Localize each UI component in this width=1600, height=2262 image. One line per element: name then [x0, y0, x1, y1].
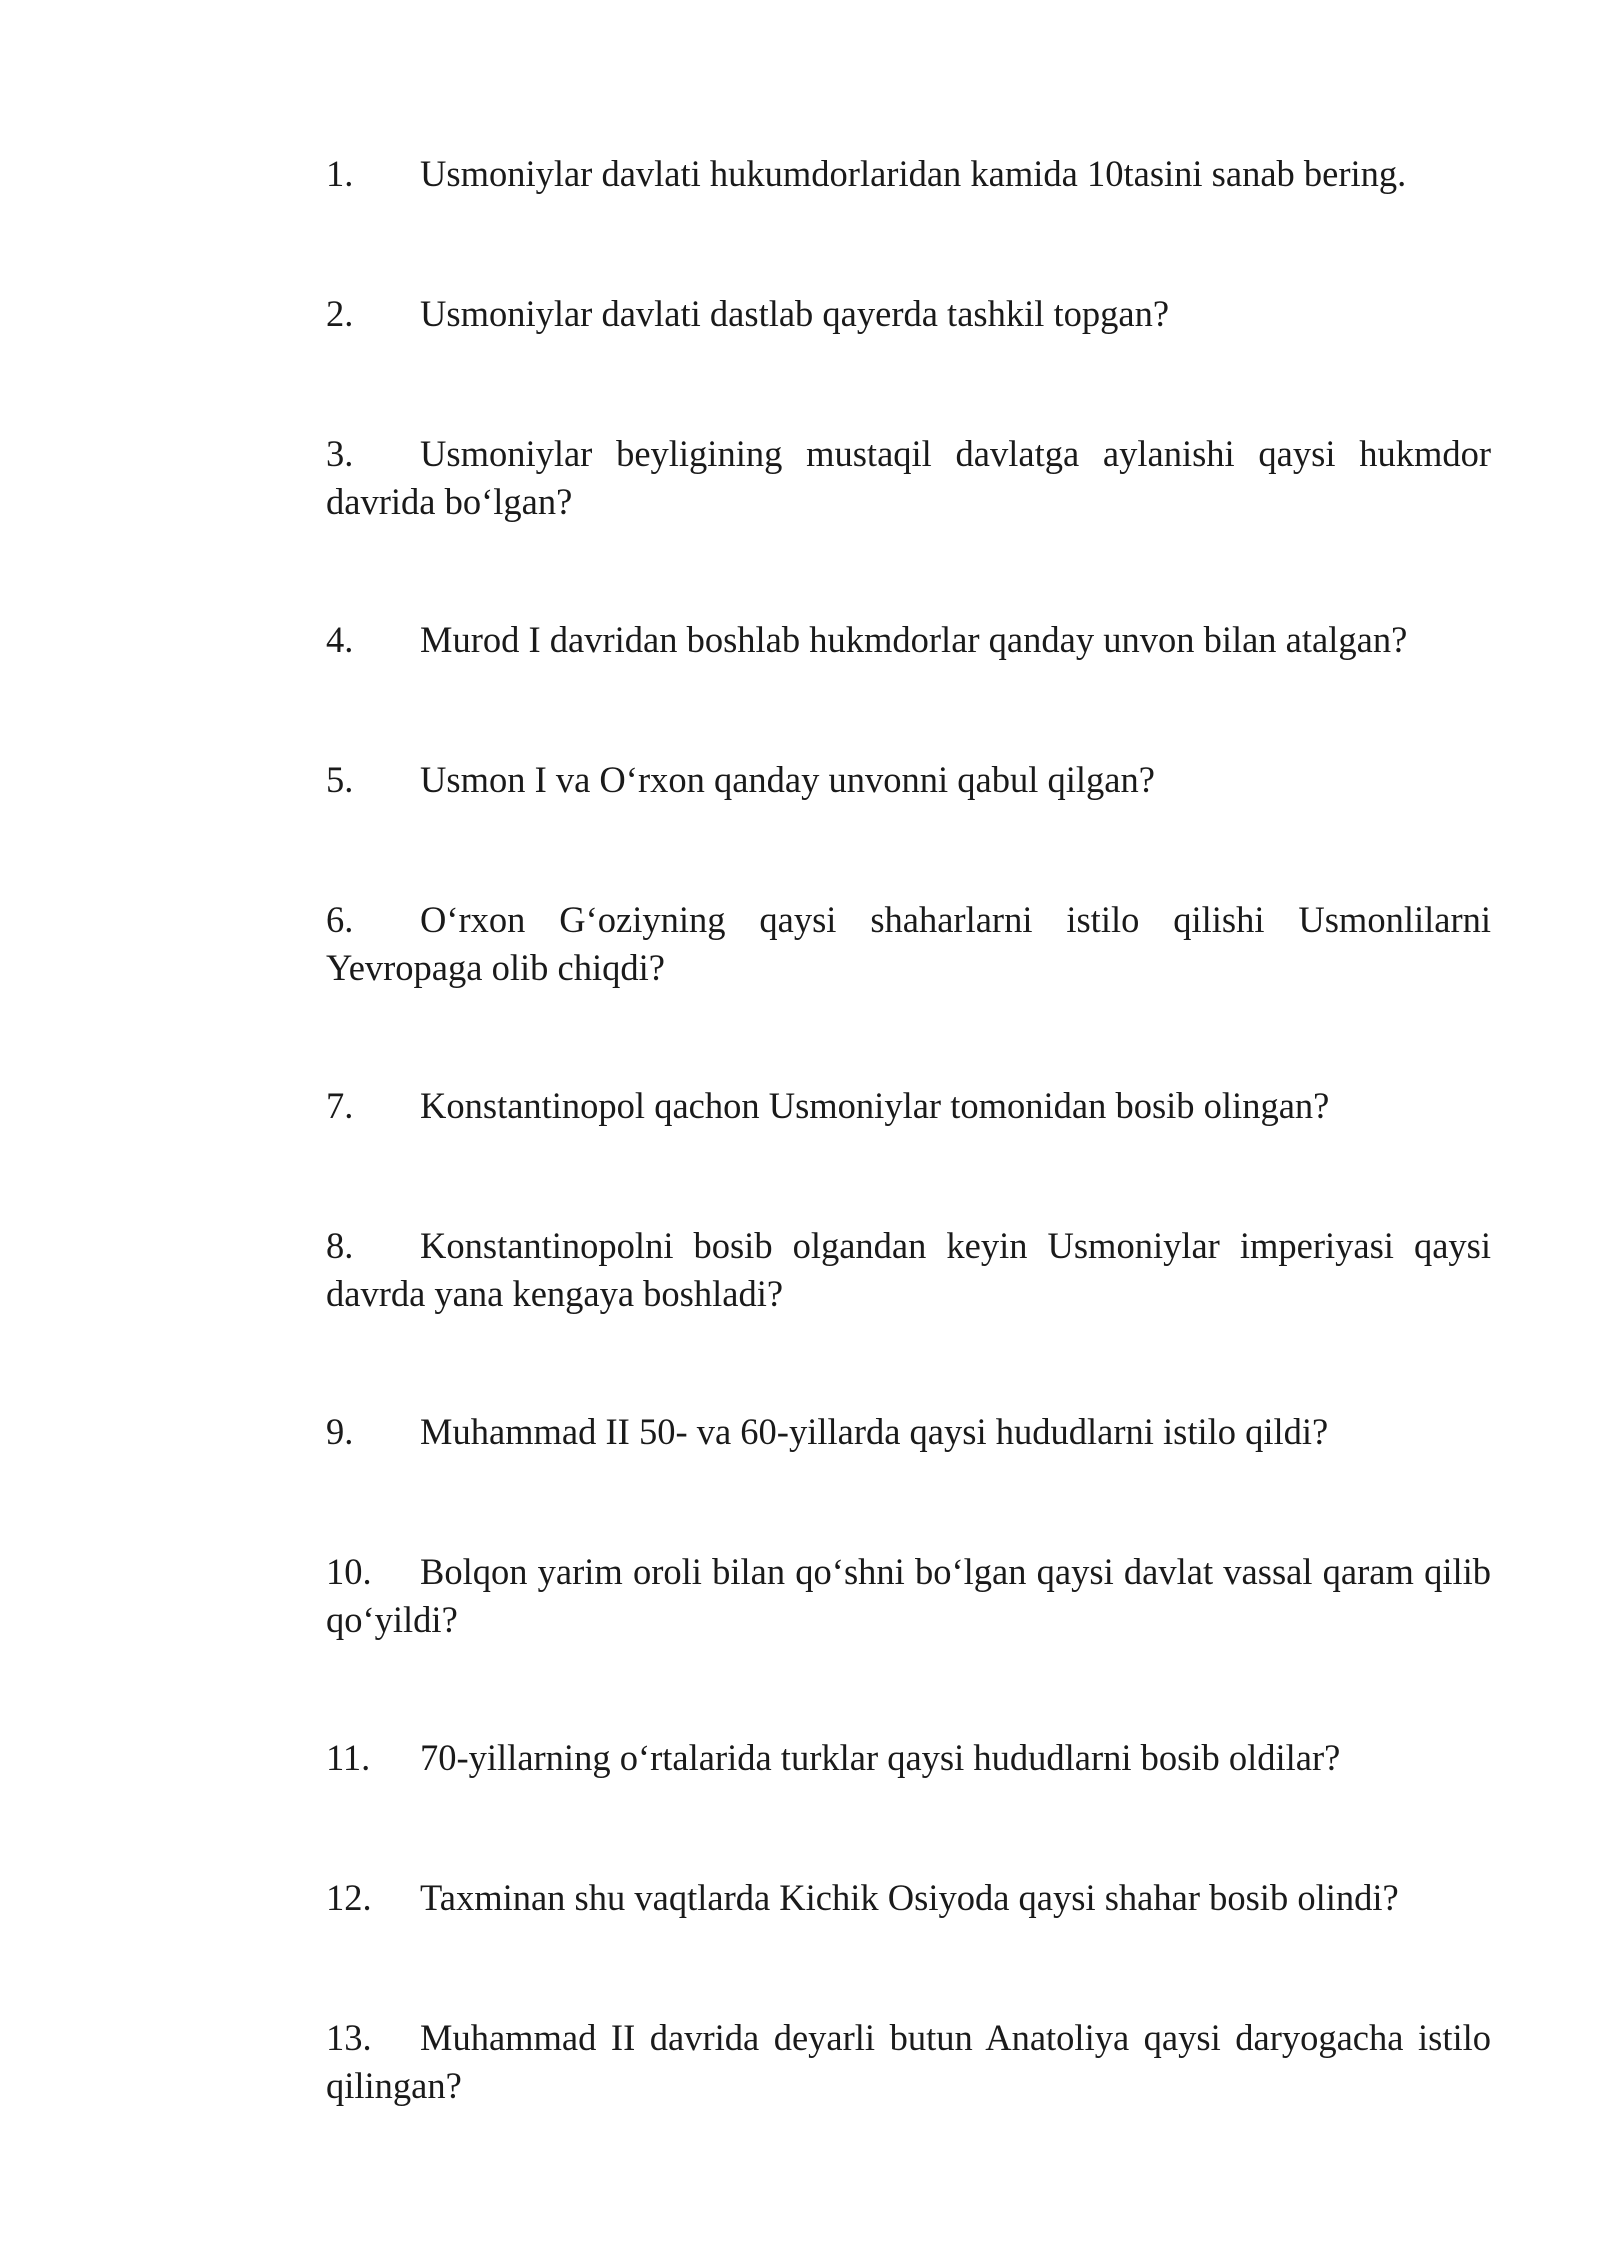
- question-text: Usmoniylar davlati hukumdorlaridan kamida 10tasini sanab bering.: [420, 153, 1407, 194]
- question-item: [326, 1734, 1491, 1782]
- question-item: [326, 1408, 1491, 1456]
- question-number: 10.: [326, 1551, 372, 1592]
- question-item: [326, 1874, 1491, 1922]
- question-text: Muhammad II 50- va 60-yillarda qaysi hududlarni istilo qildi?: [420, 1411, 1329, 1452]
- question-text: Murod I davridan boshlab hukmdorlar qanday unvon bilan atalgan?: [420, 619, 1408, 660]
- question-number: 4.: [326, 619, 354, 660]
- question-number: 3.: [326, 433, 354, 474]
- question-item: [326, 1548, 1491, 1644]
- question-text: Taxminan shu vaqtlarda Kichik Osiyoda qaysi shahar bosib olindi?: [420, 1877, 1399, 1918]
- question-item: [326, 430, 1491, 526]
- question-item: [326, 150, 1491, 198]
- question-number: 12.: [326, 1877, 372, 1918]
- question-text: Konstantinopol qachon Usmoniylar tomonidan bosib olingan?: [420, 1085, 1330, 1126]
- question-text: Muhammad II davrida deyarli butun Anatoliya qaysi daryogacha istilo qilingan?: [326, 2017, 1491, 2106]
- question-number: 2.: [326, 293, 354, 334]
- question-number: 13.: [326, 2017, 372, 2058]
- question-text: 70-yillarning o‘rtalarida turklar qaysi hududlarni bosib oldilar?: [420, 1737, 1341, 1778]
- question-item: [326, 290, 1491, 338]
- question-item: [326, 616, 1491, 664]
- question-item: [326, 756, 1491, 804]
- question-item: [326, 2014, 1491, 2110]
- question-number: 7.: [326, 1085, 354, 1126]
- question-number: 1.: [326, 153, 354, 194]
- question-number: 6.: [326, 899, 354, 940]
- question-number: 11.: [326, 1737, 371, 1778]
- question-list: [326, 150, 1491, 2200]
- question-item: [326, 1082, 1491, 1130]
- question-text: Konstantinopolni bosib olgandan keyin Usmoniylar imperiyasi qaysi davrda yana kengaya boshladi?: [326, 1225, 1491, 1314]
- question-text: Usmon I va O‘rxon qanday unvonni qabul qilgan?: [420, 759, 1155, 800]
- question-text: Usmoniylar beyligining mustaqil davlatga aylanishi qaysi hukmdor davrida bo‘lgan?: [326, 433, 1491, 522]
- question-text: Bolqon yarim oroli bilan qo‘shni bo‘lgan qaysi davlat vassal qaram qilib qo‘yildi?: [326, 1551, 1491, 1640]
- question-item: [326, 896, 1491, 992]
- question-text: Usmoniylar davlati dastlab qayerda tashkil topgan?: [420, 293, 1170, 334]
- question-item: [326, 1222, 1491, 1318]
- question-text: O‘rxon G‘oziyning qaysi shaharlarni istilo qilishi Usmonlilarni Yevropaga olib chiqdi?: [326, 899, 1491, 988]
- question-number: 8.: [326, 1225, 354, 1266]
- question-number: 9.: [326, 1411, 354, 1452]
- question-number: 5.: [326, 759, 354, 800]
